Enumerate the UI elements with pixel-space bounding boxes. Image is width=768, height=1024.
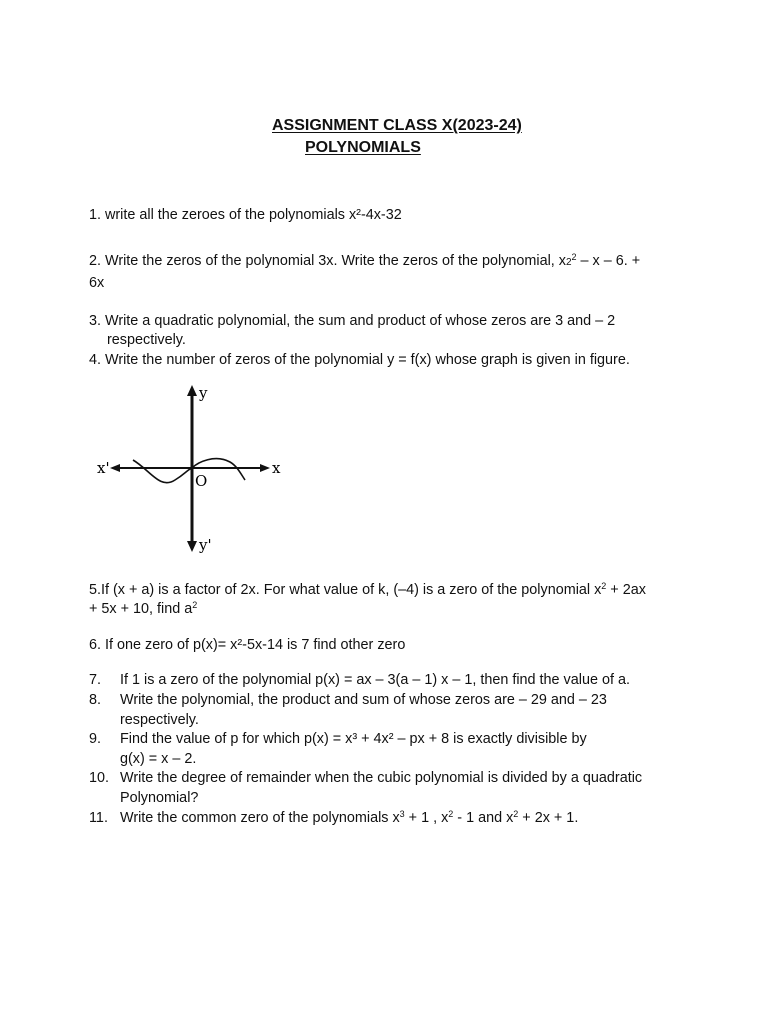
y-axis-arrow-down	[187, 541, 197, 552]
x-prime-label: x'	[97, 459, 110, 477]
x-axis-arrow-right	[260, 464, 270, 472]
question-5-sup-2: 2	[192, 600, 198, 610]
question-9-line-1: Find the value of p for which p(x) = x³ + 4x² – px + 8 is exactly divisible by	[120, 731, 587, 747]
question-11-text-a: Write the common zero of the polynomials x	[120, 810, 400, 826]
question-5-line-2	[89, 599, 197, 619]
question-11-number: 11.	[89, 810, 108, 826]
question-11-text-c: - 1 and x	[453, 810, 514, 826]
question-1: 1. write all the zeroes of the polynomials x²-4x-32	[89, 207, 402, 223]
question-9-line-2: g(x) = x – 2.	[120, 751, 197, 767]
question-11-line-1	[120, 808, 578, 828]
question-11-sup-1: 3	[399, 809, 405, 819]
question-5-text-b: + 2ax	[606, 582, 646, 598]
question-5-sup-1: 2	[601, 581, 607, 591]
question-9-number: 9.	[89, 731, 102, 747]
x-axis-label: x	[272, 459, 281, 477]
y-axis-arrow-up	[187, 385, 197, 396]
question-2-sup: 2	[571, 252, 577, 262]
question-7-line-1: If 1 is a zero of the polynomial p(x) = ax – 3(a – 1) x – 1, then find the value of a.	[120, 672, 630, 688]
question-2-line-1	[89, 251, 640, 273]
page-title: ASSIGNMENT CLASS X(2023-24)	[272, 117, 522, 134]
question-10-line-1: Write the degree of remainder when the cubic polynomial is divided by a quadratic	[120, 770, 643, 786]
question-8-line-1: Write the polynomial, the product and sum of whose zeros are – 29 and – 23	[120, 692, 607, 708]
question-2-line-2: 6x	[89, 275, 105, 291]
question-10-number: 10.	[89, 770, 110, 786]
question-5-line-1	[89, 580, 646, 600]
question-11-text-b: + 1 , x	[404, 810, 449, 826]
question-7-number: 7.	[89, 672, 102, 688]
question-2-text-end: – x – 6. +	[576, 253, 641, 269]
page-subtitle: POLYNOMIALS	[305, 139, 421, 156]
question-6: 6. If one zero of p(x)= x²-5x-14 is 7 find other zero	[89, 637, 406, 653]
question-8-number: 8.	[89, 692, 102, 708]
x-axis-arrow-left	[110, 464, 120, 472]
y-prime-label: y'	[199, 536, 212, 554]
question-5-text-c: + 5x + 10, find a	[89, 601, 193, 617]
question-5-text-a: 5.If (x + a) is a factor of 2x. For what value of k, (–4) is a zero of the polynomial x	[89, 582, 602, 598]
polynomial-graph	[95, 380, 295, 560]
y-axis-label: y	[199, 384, 208, 402]
question-4: 4. Write the number of zeros of the polynomial y = f(x) whose graph is given in figure.	[89, 352, 630, 368]
polynomial-curve	[133, 459, 245, 483]
question-8-line-2: respectively.	[120, 712, 199, 728]
question-2-sub: 2	[565, 257, 572, 268]
origin-label: O	[195, 472, 208, 490]
question-3-line-2: respectively.	[107, 332, 186, 348]
question-11-text-d: + 2x + 1.	[518, 810, 579, 826]
question-3-line-1: 3. Write a quadratic polynomial, the sum and product of whose zeros are 3 and – 2	[89, 313, 616, 329]
question-11-sup-2: 2	[448, 809, 454, 819]
question-10-line-2: Polynomial?	[120, 790, 199, 806]
question-11-sup-3: 2	[513, 809, 519, 819]
question-2-text: 2. Write the zeros of the polynomial 3x. Write the zeros of the polynomial, x	[89, 253, 566, 269]
